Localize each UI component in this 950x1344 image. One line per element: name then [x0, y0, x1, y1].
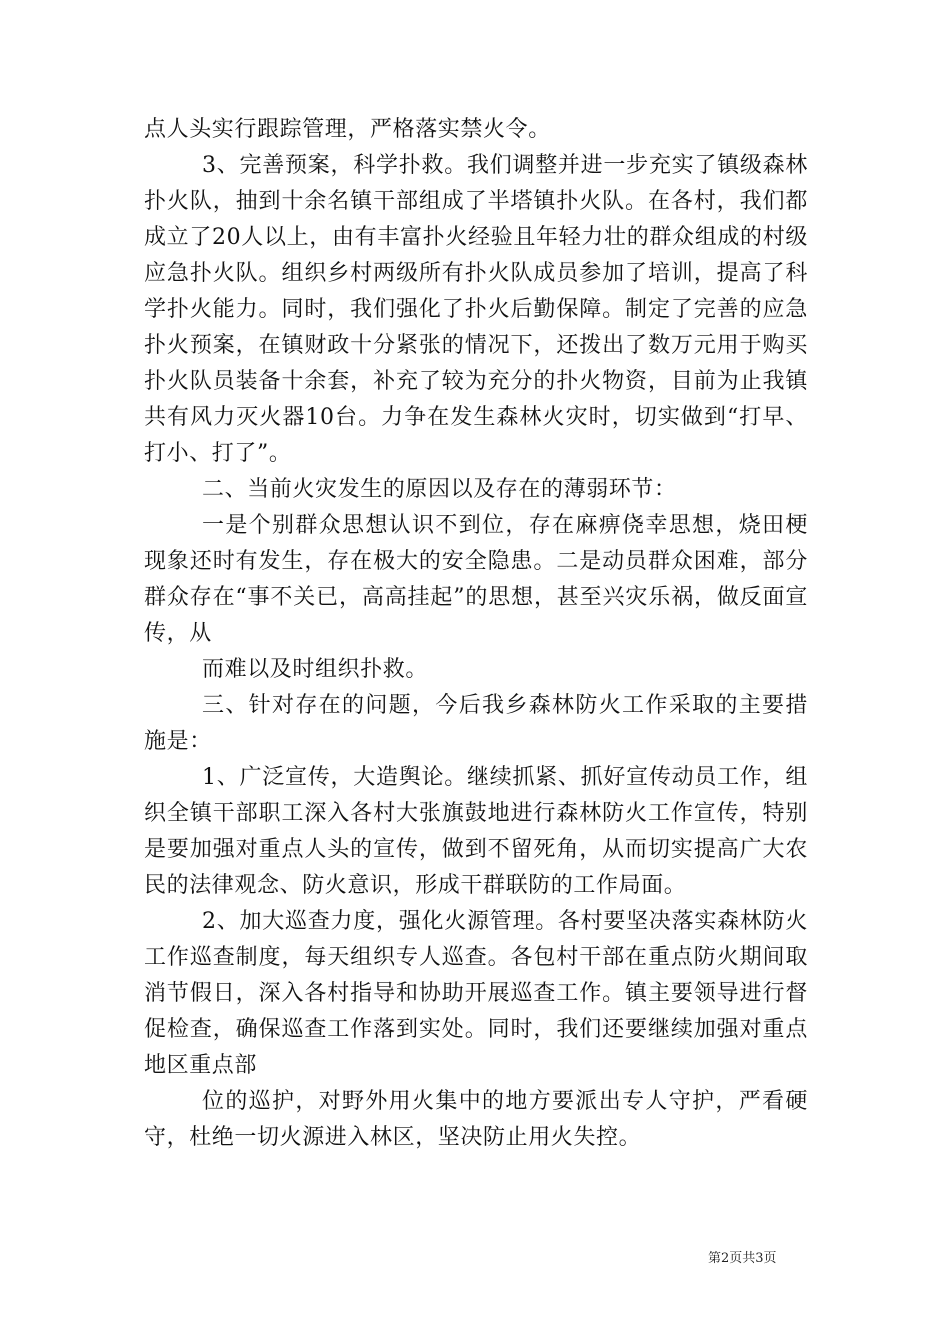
- paragraph-2: 3、完善预案，科学扑救。我们调整并进一步充实了镇级森林扑火队，抽到十余名镇干部组成了半塔镇扑火队。在各村，我们都成立了20人以上，由有丰富扑火经验且年轻力壮的群众组成的村级应急扑火队。组织乡村两级所有扑火队成员参加了培训，提高了科学扑火能力。同时，我们强化了扑火后勤保障。制定了完善的应急扑火预案，在镇财政十分紧张的情况下，还拨出了数万元用于购买扑火队员装备十余套，补充了较为充分的扑火物资，目前为止我镇共有风力灭火器10台。力争在发生森林火灾时，切实做到“打早、打小、打了”。: [144, 153, 808, 466]
- page-number: 第2页共3页: [708, 1251, 777, 1266]
- paragraph-5: 而难以及时组织扑救。: [202, 657, 429, 682]
- paragraph-1: 点人头实行跟踪管理，严格落实禁火令。: [144, 117, 551, 142]
- paragraph-6: 三、针对存在的问题，今后我乡森林防火工作采取的主要措施是：: [144, 693, 808, 754]
- paragraph-4: 一是个别群众思想认识不到位，存在麻痹侥幸思想，烧田梗现象还时有发生，存在极大的安全隐患。二是动员群众困难，部分群众存在“事不关已，高高挂起”的思想，甚至兴灾乐祸，做反面宣传，从: [144, 513, 808, 646]
- document-body: [144, 112, 808, 1156]
- paragraph-7: 1、广泛宣传，大造舆论。继续抓紧、抓好宣传动员工作，组织全镇干部职工深入各村大张旗鼓地进行森林防火工作宣传，特别是要加强对重点人头的宣传，做到不留死角，从而切实提高广大农民的法律观念、防火意识，形成干群联防的工作局面。: [144, 765, 808, 898]
- paragraph-9: 位的巡护，对野外用火集中的地方要派出专人守护，严看硬守，杜绝一切火源进入林区，坚决防止用火失控。: [144, 1089, 808, 1150]
- paragraph-3: 二、当前火灾发生的原因以及存在的薄弱环节：: [202, 477, 677, 502]
- paragraph-8: 2、加大巡查力度，强化火源管理。各村要坚决落实森林防火工作巡查制度，每天组织专人巡查。各包村干部在重点防火期间取消节假日，深入各村指导和协助开展巡查工作。镇主要领导进行督促检查，确保巡查工作落到实处。同时，我们还要继续加强对重点地区重点部: [144, 909, 808, 1078]
